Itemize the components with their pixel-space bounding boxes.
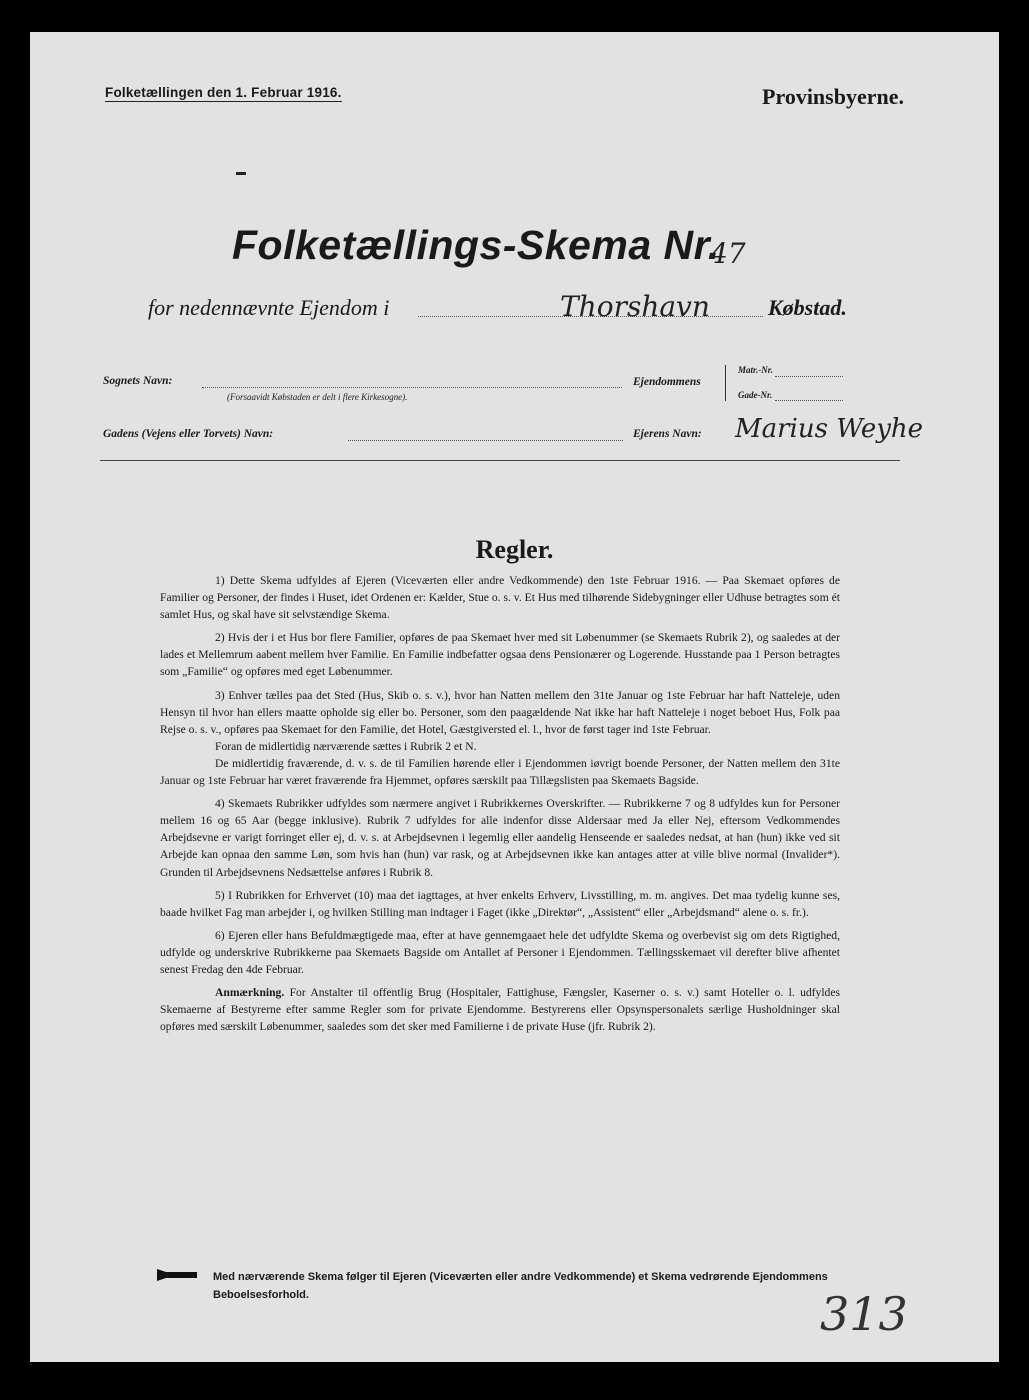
street-name-field	[348, 440, 623, 441]
street-number-label: Gade-Nr.	[738, 390, 773, 400]
rule-paragraph: 3) Enhver tælles paa det Sted (Hus, Skib o. s. v.), hvor han Natten mellem den 31te Januar og 1ste Februar har haft Natteleje, uden Hensyn til hvor han ellers maatte opholde sig eller bo. Personer, som den paagældende Nat ikke har haft Natteleje i noget beboet Hus, Folk paa Rejse o. s. v., opføres paa Skemaet for den Familie, det Hotel, Gæstgiversted el. l., hvor de først tager ind 1ste Februar.	[160, 688, 840, 736]
rule-paragraph: 5) I Rubrikken for Erhvervet (10) maa det iagttages, at hver enkelts Erhverv, Livsstilling, m. m. angives. Det maa tydelig kunne ses, baade hvilket Fag man arbejder i, og hvilken Stilling man indtager i Faget (ikke „Direktør“, „Assistent“ eller „Arbejdsmand“ alene o. s. fr.).	[160, 888, 840, 919]
footer-notice: Med nærværende Skema følger til Ejeren (Viceværten eller andre Vedkommende) et Skema vedrørende Ejendommens Beboelsesforhold.	[213, 1271, 828, 1301]
rules-title: Regler.	[475, 535, 554, 564]
remark-text: For Anstalter til offentlig Brug (Hospitaler, Fattighuse, Fængsler, Kaserner o. s. v.) samt Hoteller o. l. udfyldes Skemaerne af Bestyrerne efter samme Regler som for private Ejendomme. Bestyrerens eller Opsynspersonalets særlige Husholdninger skal opføres med særskilt Løbenummer, saaledes som det sker med Familierne i de private Huse (jfr. Rubrik 2).	[160, 986, 841, 1034]
property-brace	[725, 365, 728, 401]
remark-label: Anmærkning.	[215, 986, 285, 1000]
form-number-handwritten: 47	[710, 237, 746, 270]
rule-paragraph: 6) Ejeren eller hans Befuldmægtigede maa, efter at have gennemgaaet hele det udfyldte Skema og overbevist sig om dets Rigtighed, udfylde og underskrive Rubrikkerne paa Skemaets Bagside om Antallet af Personer i Ejendommen. Tællingsskemaet vil derefter blive afhentet senest Fredag den 4de Februar.	[160, 928, 840, 976]
rule-paragraph: 1) Dette Skema udfyldes af Ejeren (Viceværten eller andre Vedkommende) den 1ste Februar 1916. — Paa Skemaet opføres de Familier og Personer, der findes i Huset, idet Ordenen er: Kælder, Stue o. s. v. Et Hus med tilhørende Sidebygninger eller Udhuse betragtes som ét samlet Hus, og skal have sit selvstændige Skema.	[160, 574, 840, 622]
owner-name-label: Ejerens Navn:	[633, 428, 702, 440]
cadastral-number-label: Matr.-Nr.	[738, 365, 774, 375]
parish-name-field	[202, 387, 622, 388]
city-handwritten: Thorshavn	[560, 290, 710, 323]
page-number-handwritten: 313	[820, 1287, 908, 1341]
remark-paragraph	[160, 984, 840, 1035]
street-name-label: Gadens (Vejens eller Torvets) Navn:	[103, 428, 274, 440]
rules-body	[160, 572, 840, 1041]
form-title: Folketællings-Skema Nr.	[232, 222, 720, 268]
census-date-header: Folketællingen den 1. Februar 1916.	[105, 85, 342, 100]
rule-paragraph: 2) Hvis der i et Hus bor flere Familier, opføres de paa Skemaet hver med sit Løbenummer (se Skemaets Rubrik 2), og saaledes at der lades et Mellemrum aabent mellem hver Familie. En Familie indbefatter ogsaa dens Pensionærer og Logerende. Husstande paa 1 Person betragtes som „Familie“ og opføres med eget Løbenummer.	[160, 631, 840, 679]
property-location-prefix: for nedennævnte Ejendom i	[148, 295, 390, 320]
section-divider	[100, 460, 900, 461]
cadastral-number-field	[775, 376, 843, 377]
owner-name-handwritten: Marius Weyhe	[735, 414, 924, 444]
province-header: Provinsbyerne.	[762, 84, 904, 109]
rule-paragraph: 4) Skemaets Rubrikker udfyldes som nærmere angivet i Rubrikkernes Overskrifter. — Rubrikkerne 7 og 8 udfyldes kun for Personer mellem 16 og 65 Aar (begge inklusive). Rubrik 7 udfyldes for alle indenfor disse Aldersaar med Ja eller Nej, eftersom Vedkommendes Arbejdsevne er varigt forringet eller ej, d. v. s. at Arbejdsevnen i legemlig eller aandelig Henseende er saaledes nedsat, at han (hun) ikke ved sit Arbejde kan opnaa den samme Løn, som hvis han (hun) var rask, og at Arbejdsevnen ikke kan antages atter at ville blive normal (Invalider*). Grunden til Arbejdsevnens Nedsættelse anføres i Rubrik 8.	[160, 797, 840, 879]
property-label: Ejendommens	[633, 376, 701, 388]
decorative-dash	[236, 172, 246, 175]
census-form-sheet	[30, 32, 999, 1362]
rule-paragraph: De midlertidig fraværende, d. v. s. de til Familien hørende eller i Ejendommen iøvrigt boende Personer, der Natten mellem den 31te Januar og 1ste Februar har været fraværende fra Hjemmet, opføres særskilt paa Tillægslisten paa Skemaets Bagside.	[160, 756, 840, 788]
kobstad-label: Købstad.	[768, 295, 847, 320]
pointing-arrow-icon	[157, 1269, 175, 1281]
rule-paragraph: Foran de midlertidig nærværende sættes i Rubrik 2 et N.	[215, 739, 477, 753]
parish-name-label: Sognets Navn:	[103, 375, 173, 387]
parish-note: (Forsaavidt Købstaden er delt i flere Kirkesogne).	[227, 392, 408, 402]
street-number-field	[775, 400, 843, 401]
